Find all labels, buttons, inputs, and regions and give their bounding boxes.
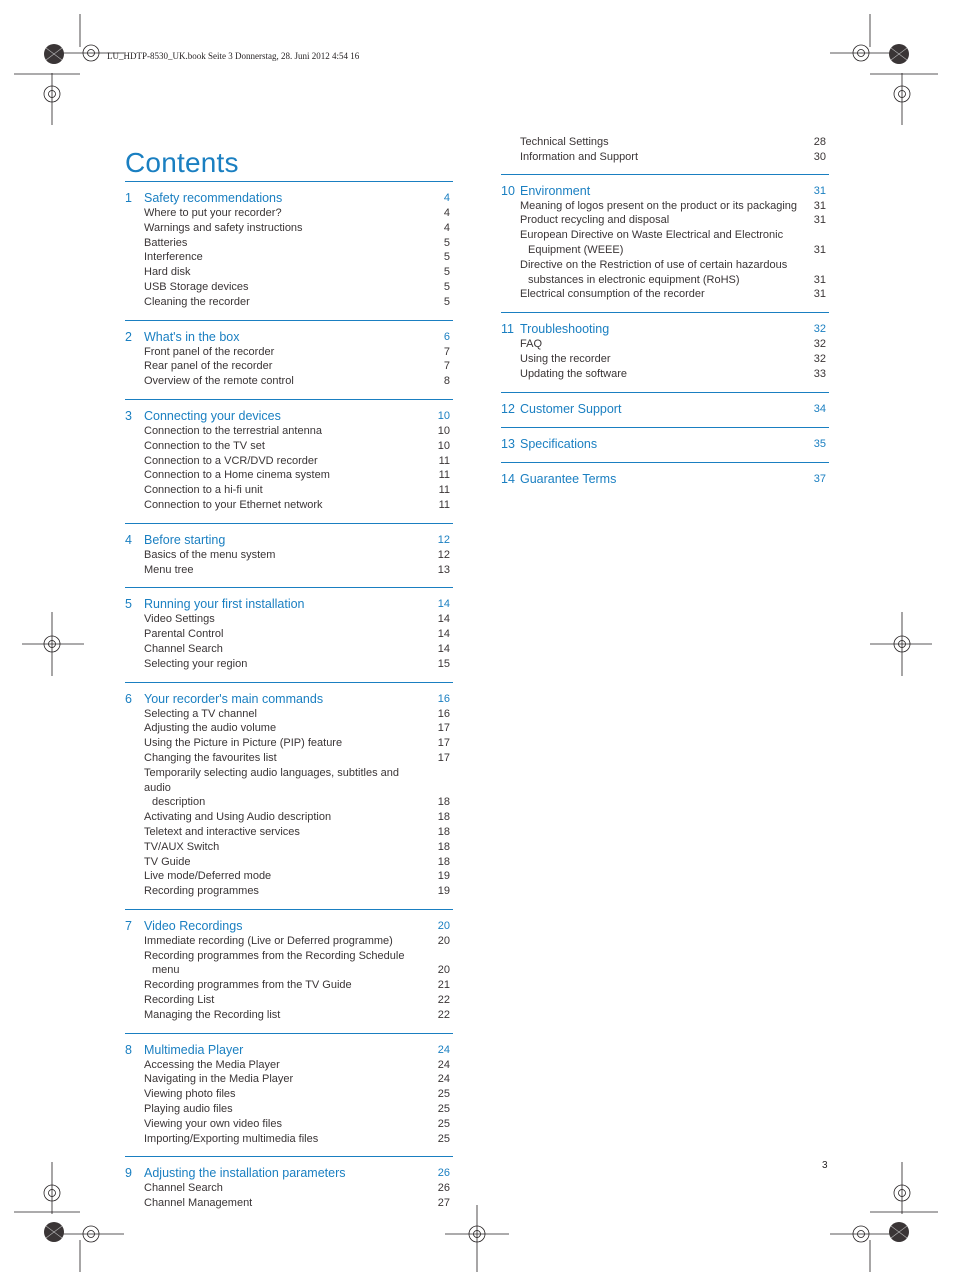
toc-chapter-link-page: 24	[437, 1043, 450, 1056]
section-number: 5	[125, 597, 132, 612]
section-number: 13	[501, 436, 515, 451]
toc-entry-link-page: 25	[437, 1117, 450, 1130]
toc-entry-link-label: Connection to a hi-fi unit	[144, 484, 263, 497]
toc-entry-link[interactable]	[501, 243, 829, 258]
toc-entry-link-label: Connection to the TV set	[144, 439, 265, 452]
toc-entry-link-page: 10	[437, 439, 450, 452]
toc-entry-link[interactable]	[125, 1196, 453, 1211]
toc-entry-link-label: Managing the Recording list	[144, 1008, 281, 1021]
toc-entry-link[interactable]	[125, 721, 453, 736]
toc-entry-link-page: 27	[437, 1197, 450, 1210]
toc-entry-link[interactable]	[501, 352, 829, 367]
toc-chapter-link[interactable]	[501, 472, 829, 487]
toc-entry-link-label: Front panel of the recorder	[144, 345, 275, 358]
toc-entry-link[interactable]	[501, 337, 829, 352]
toc-entry-link[interactable]	[125, 345, 453, 360]
toc-entry-link[interactable]	[125, 236, 453, 251]
toc-chapter-link[interactable]	[125, 597, 453, 612]
section-title: Troubleshooting	[520, 322, 610, 337]
toc-entry-link-label: Hard disk	[144, 266, 191, 279]
toc-entry-link-label: Video Settings	[144, 613, 215, 626]
toc-chapter-link-page: 26	[437, 1167, 450, 1180]
section-number: 1	[125, 191, 132, 205]
toc-entry-link-page: 28	[813, 136, 826, 148]
toc-entry-link[interactable]	[501, 258, 829, 273]
toc-entry-link-page: 12	[437, 548, 450, 561]
toc-entry-link-label: Channel Search	[144, 642, 223, 655]
toc-entry-link-label: Product recycling and disposal	[520, 214, 670, 227]
toc-entry-link-label: Where to put your recorder?	[144, 207, 282, 219]
toc-entry-link-label: Navigating in the Media Player	[144, 1073, 294, 1086]
toc-entry-link-label: Connection to your Ethernet network	[144, 498, 323, 511]
section-title: What's in the box	[144, 329, 240, 344]
toc-entry-link-page: 18	[437, 855, 450, 868]
section-number: 3	[125, 408, 132, 423]
toc-entry-link[interactable]	[125, 795, 453, 810]
toc-chapter-link-page: 10	[437, 409, 450, 422]
toc-entry-link-page: 15	[437, 657, 450, 670]
toc-entry-link-label: Immediate recording (Live or Deferred programme)	[144, 934, 393, 947]
toc-entry-link-page: 14	[437, 628, 450, 641]
section-title: Specifications	[520, 436, 598, 451]
toc-chapter-link-page: 35	[813, 437, 826, 450]
toc-entry-link-label: Importing/Exporting multimedia files	[144, 1132, 319, 1145]
toc-entry-link-label: Connection to a VCR/DVD recorder	[144, 454, 318, 467]
toc-entry-link-page: 33	[813, 367, 826, 380]
toc-entry-link[interactable]	[125, 1087, 453, 1102]
toc-entry-link[interactable]	[125, 250, 453, 265]
toc-chapter-link[interactable]	[501, 184, 829, 199]
toc-entry-link[interactable]	[125, 642, 453, 657]
toc-entry-link-page: 18	[437, 825, 450, 838]
toc-section	[125, 587, 453, 681]
toc-entry-link[interactable]	[501, 150, 829, 165]
section-title: Safety recommendations	[144, 191, 283, 205]
toc-section	[501, 312, 829, 391]
toc-entry-link-page: 31	[813, 199, 826, 212]
section-number: 6	[125, 691, 132, 706]
toc-entry-link-page: 5	[443, 280, 450, 293]
toc-section	[501, 392, 829, 427]
toc-chapter-link-page: 6	[443, 330, 450, 343]
toc-entry-link[interactable]	[125, 1117, 453, 1132]
page-title: Contents	[125, 146, 239, 178]
toc-entry-link-page: 11	[438, 454, 450, 467]
toc-entry-link[interactable]	[125, 280, 453, 295]
toc-section	[501, 462, 829, 497]
toc-entry-link[interactable]	[125, 993, 453, 1008]
toc-chapter-link-label	[125, 191, 434, 206]
toc-continuation	[501, 135, 829, 174]
section-title: Guarantee Terms	[520, 471, 617, 486]
section-title: Your recorder's main commands	[144, 691, 324, 706]
toc-chapter-link[interactable]	[125, 1166, 453, 1181]
toc-entry-link[interactable]	[501, 228, 829, 243]
toc-entry-link-page: 20	[437, 934, 450, 947]
toc-entry-link-page: 14	[437, 613, 450, 626]
toc-section	[501, 174, 829, 313]
toc-entry-link-label: Electrical consumption of the recorder	[520, 288, 705, 301]
toc-chapter-link[interactable]	[501, 402, 829, 417]
toc-entry-link-page: 4	[443, 221, 450, 234]
toc-entry-link-label: Basics of the menu system	[144, 548, 276, 561]
toc-entry-link-page: 17	[437, 722, 450, 735]
section-number: 10	[501, 183, 515, 198]
toc-section	[125, 399, 453, 523]
toc-chapter-link-label	[125, 597, 434, 612]
toc-chapter-link-label	[125, 533, 434, 548]
toc-entry-link-page: 18	[437, 811, 450, 824]
toc-entry-link-label: TV Guide	[144, 855, 191, 868]
section-number: 12	[501, 401, 515, 416]
toc-entry-link-page: 21	[437, 979, 450, 992]
toc-entry-link-page: 5	[443, 236, 450, 249]
toc-chapter-link-label	[501, 184, 810, 199]
toc-chapter-link[interactable]	[125, 533, 453, 548]
toc-entry-link[interactable]	[125, 563, 453, 578]
toc-entry-link-label: Connection to a Home cinema system	[144, 469, 330, 482]
toc-entry-link-label: Live mode/Deferred mode	[144, 870, 272, 883]
toc-entry-link-label: FAQ	[520, 338, 543, 351]
toc-entry-link-page: 7	[443, 360, 450, 373]
toc-chapter-link-label	[501, 437, 810, 452]
toc-chapter-link-page: 4	[443, 192, 450, 204]
toc-entry-link-label: Recording List	[144, 994, 215, 1007]
toc-chapter-link-label	[125, 330, 434, 345]
toc-entry-link[interactable]	[125, 934, 453, 949]
toc-entry-link-label: Connection to the terrestrial antenna	[144, 424, 322, 437]
toc-chapter-link-label	[125, 409, 434, 424]
section-title: Environment	[520, 183, 591, 198]
toc-entry-link[interactable]	[125, 612, 453, 627]
section-number: 8	[125, 1042, 132, 1057]
toc-entry-link[interactable]	[125, 454, 453, 469]
toc-entry-link-label: USB Storage devices	[144, 280, 249, 293]
toc-entry-link-label: Recording programmes from the Recording Schedule	[144, 949, 405, 962]
toc-entry-link-label: Batteries	[144, 236, 188, 249]
toc-entry-link-label: Selecting your region	[144, 657, 248, 670]
toc-entry-link-label: menu	[152, 964, 180, 977]
toc-right-column	[501, 135, 829, 497]
toc-entry-link-label: Accessing the Media Player	[144, 1058, 280, 1071]
toc-entry-link-label: Interference	[144, 251, 203, 264]
toc-entry-link[interactable]	[125, 949, 453, 964]
toc-section	[125, 682, 453, 909]
toc-entry-link-page: 10	[437, 424, 450, 437]
toc-entry-link[interactable]	[125, 374, 453, 389]
toc-entry-link-label: Warnings and safety instructions	[144, 221, 303, 234]
toc-entry-link[interactable]	[125, 1102, 453, 1117]
toc-entry-link-label: Activating and Using Audio description	[144, 811, 332, 824]
toc-entry-link-page: 20	[437, 964, 450, 977]
toc-entry-link[interactable]	[125, 498, 453, 513]
toc-entry-link-page: 19	[437, 870, 450, 883]
toc-entry-link[interactable]	[125, 221, 453, 236]
toc-entry-link-page: 25	[437, 1103, 450, 1116]
toc-entry-link[interactable]	[125, 265, 453, 280]
section-number: 11	[501, 322, 514, 337]
toc-chapter-link-page: 37	[813, 472, 826, 485]
toc-entry-link-page: 22	[437, 994, 450, 1007]
section-title: Running your first installation	[144, 597, 305, 612]
toc-chapter-link-label	[125, 1043, 434, 1058]
toc-entry-link-label: Equipment (WEEE)	[528, 243, 624, 256]
toc-entry-link-page: 17	[437, 737, 450, 750]
toc-entry-link-page: 8	[443, 375, 450, 388]
toc-entry-link-page: 31	[813, 273, 826, 286]
toc-chapter-link-label	[501, 472, 810, 487]
toc-chapter-link-page: 31	[813, 184, 826, 197]
toc-entry-link-label: Parental Control	[144, 628, 224, 641]
toc-entry-link-label: Channel Management	[144, 1197, 253, 1210]
toc-entry-link-page: 25	[437, 1132, 450, 1145]
toc-entry-link-page: 31	[813, 288, 826, 301]
toc-entry-link-page: 5	[443, 295, 450, 308]
toc-section	[125, 1033, 453, 1157]
section-title: Video Recordings	[144, 918, 243, 933]
toc-entry-link-label: substances in electronic equipment (RoHS)	[528, 273, 740, 286]
toc-entry-link-label: Viewing your own video files	[144, 1117, 282, 1130]
toc-entry-link[interactable]	[125, 1058, 453, 1073]
toc-entry-link-label: Recording programmes	[144, 885, 259, 898]
toc-entry-link[interactable]	[125, 483, 453, 498]
toc-entry-link-label: Menu tree	[144, 563, 194, 576]
toc-entry-link-label: Directive on the Restriction of use of certain hazardous	[520, 258, 788, 271]
toc-entry-link-page: 11	[438, 498, 450, 511]
toc-entry-link[interactable]	[125, 855, 453, 870]
toc-entry-link[interactable]	[501, 287, 829, 302]
toc-entry-link[interactable]	[125, 206, 453, 221]
section-number: 9	[125, 1166, 132, 1181]
toc-section	[125, 1156, 453, 1221]
toc-left-column	[125, 181, 453, 1221]
toc-entry-link[interactable]	[125, 963, 453, 978]
section-number: 14	[501, 471, 515, 486]
toc-entry-link[interactable]	[125, 810, 453, 825]
toc-entry-link-page: 7	[443, 345, 450, 358]
toc-entry-link-label: Temporarily selecting audio languages, subtitles and audio	[144, 766, 399, 794]
toc-entry-link-page: 19	[437, 885, 450, 898]
toc-entry-link-page: 18	[437, 796, 450, 809]
toc-entry-link-label: TV/AUX Switch	[144, 840, 220, 853]
toc-entry-link[interactable]	[125, 424, 453, 439]
toc-chapter-link-label	[501, 322, 810, 337]
toc-entry-link-page: 13	[437, 563, 450, 576]
toc-entry-link-page: 24	[437, 1073, 450, 1086]
section-title: Multimedia Player	[144, 1042, 244, 1057]
toc-entry-link[interactable]	[125, 840, 453, 855]
toc-entry-link[interactable]	[125, 707, 453, 722]
toc-entry-link[interactable]	[501, 135, 829, 150]
toc-entry-link-page: 32	[813, 352, 826, 365]
toc-entry-link-page: 26	[437, 1182, 450, 1195]
toc-entry-link-label: Information and Support	[520, 150, 639, 163]
toc-entry-link[interactable]	[125, 468, 453, 483]
toc-chapter-link-label	[501, 402, 810, 417]
toc-chapter-link-page: 12	[437, 533, 450, 546]
section-title: Customer Support	[520, 401, 622, 416]
toc-entry-link-label: Viewing photo files	[144, 1088, 236, 1101]
toc-chapter-link[interactable]	[501, 322, 829, 337]
toc-entry-link[interactable]	[125, 1072, 453, 1087]
toc-entry-link[interactable]	[125, 548, 453, 563]
toc-entry-link-page: 16	[437, 707, 450, 720]
toc-entry-link-page: 25	[437, 1088, 450, 1101]
toc-entry-link[interactable]	[125, 359, 453, 374]
toc-entry-link-page: 14	[437, 642, 450, 655]
toc-chapter-link-page: 20	[437, 919, 450, 932]
toc-section	[125, 320, 453, 399]
toc-entry-link[interactable]	[125, 736, 453, 751]
toc-entry-link-page: 24	[437, 1058, 450, 1071]
toc-entry-link[interactable]	[125, 1132, 453, 1147]
section-title: Adjusting the installation parameters	[144, 1166, 346, 1181]
toc-chapter-link-label	[125, 692, 434, 707]
toc-entry-link-label: Technical Settings	[520, 136, 609, 148]
toc-entry-link-label: Updating the software	[520, 367, 628, 380]
toc-entry-link[interactable]	[125, 751, 453, 766]
toc-entry-link-page: 22	[437, 1008, 450, 1021]
toc-entry-link-label: Recording programmes from the TV Guide	[144, 979, 352, 992]
toc-chapter-link[interactable]	[125, 919, 453, 934]
toc-entry-link-page: 31	[813, 214, 826, 227]
section-number: 2	[125, 329, 132, 344]
toc-chapter-link-page: 34	[813, 402, 826, 415]
toc-chapter-link[interactable]	[125, 330, 453, 345]
toc-chapter-link-page: 14	[437, 598, 450, 611]
toc-entry-link[interactable]	[125, 884, 453, 899]
toc-chapter-link-label	[125, 919, 434, 934]
toc-entry-link-page: 30	[813, 150, 826, 163]
toc-entry-link[interactable]	[125, 869, 453, 884]
toc-chapter-link[interactable]	[125, 191, 453, 206]
toc-entry-link[interactable]	[125, 978, 453, 993]
toc-entry-link[interactable]	[125, 627, 453, 642]
toc-entry-link-page: 4	[443, 207, 450, 219]
toc-entry-link-label: Using the Picture in Picture (PIP) feature	[144, 737, 343, 750]
toc-entry-link[interactable]	[501, 273, 829, 288]
toc-entry-link-label: Playing audio files	[144, 1103, 233, 1116]
toc-chapter-link-label	[125, 1166, 434, 1181]
file-stamp: LU_HDTP-8530_UK.book Seite 3 Donnerstag, 28. Juni 2012 4:54 16	[107, 51, 360, 61]
toc-entry-link[interactable]	[501, 213, 829, 228]
toc-entry-link-label: Selecting a TV channel	[144, 707, 257, 720]
toc-entry-link-label: Using the recorder	[520, 352, 611, 365]
toc-section	[125, 909, 453, 1033]
toc-entry-link[interactable]	[125, 1008, 453, 1023]
toc-entry-link-label: Rear panel of the recorder	[144, 360, 273, 373]
toc-entry-link[interactable]	[125, 439, 453, 454]
toc-entry-link-label: Adjusting the audio volume	[144, 722, 277, 735]
toc-entry-link-page: 32	[813, 338, 826, 351]
toc-entry-link-page: 5	[443, 251, 450, 264]
toc-entry-link-page: 31	[813, 243, 826, 256]
toc-entry-link-label: description	[152, 796, 206, 809]
toc-section	[125, 181, 453, 320]
toc-entry-link-label: Cleaning the recorder	[144, 295, 250, 308]
toc-chapter-link[interactable]	[125, 1043, 453, 1058]
section-number: 4	[125, 532, 132, 547]
section-title: Connecting your devices	[144, 408, 281, 423]
section-number: 7	[125, 918, 132, 933]
toc-entry-link[interactable]	[501, 199, 829, 214]
toc-entry-link-label: Meaning of logos present on the product or its packaging	[520, 199, 798, 212]
toc-section	[125, 523, 453, 588]
toc-entry-link-label: Channel Search	[144, 1182, 223, 1195]
toc-entry-link-label: European Directive on Waste Electrical and Electronic	[520, 229, 784, 242]
toc-entry-link[interactable]	[125, 1181, 453, 1196]
toc-entry-link-page: 5	[443, 266, 450, 279]
section-title: Before starting	[144, 532, 226, 547]
toc-chapter-link-page: 16	[437, 692, 450, 705]
toc-entry-link[interactable]	[125, 766, 453, 796]
toc-entry-link-label: Teletext and interactive services	[144, 825, 300, 838]
toc-entry-link-page: 17	[437, 751, 450, 764]
toc-entry-link[interactable]	[125, 825, 453, 840]
toc-section	[501, 427, 829, 462]
toc-entry-link-label: Changing the favourites list	[144, 751, 277, 764]
toc-entry-link[interactable]	[501, 367, 829, 382]
toc-entry-link[interactable]	[125, 657, 453, 672]
toc-chapter-link[interactable]	[125, 692, 453, 707]
toc-entry-link-page: 11	[438, 484, 450, 497]
toc-chapter-link-page: 32	[813, 323, 826, 336]
toc-entry-link-page: 11	[438, 469, 450, 482]
toc-entry-link-label: Overview of the remote control	[144, 375, 294, 388]
toc-entry-link-page: 18	[437, 840, 450, 853]
toc-chapter-link[interactable]	[125, 409, 453, 424]
toc-chapter-link[interactable]	[501, 437, 829, 452]
toc-entry-link[interactable]	[125, 295, 453, 310]
page-number: 3	[822, 1160, 828, 1171]
